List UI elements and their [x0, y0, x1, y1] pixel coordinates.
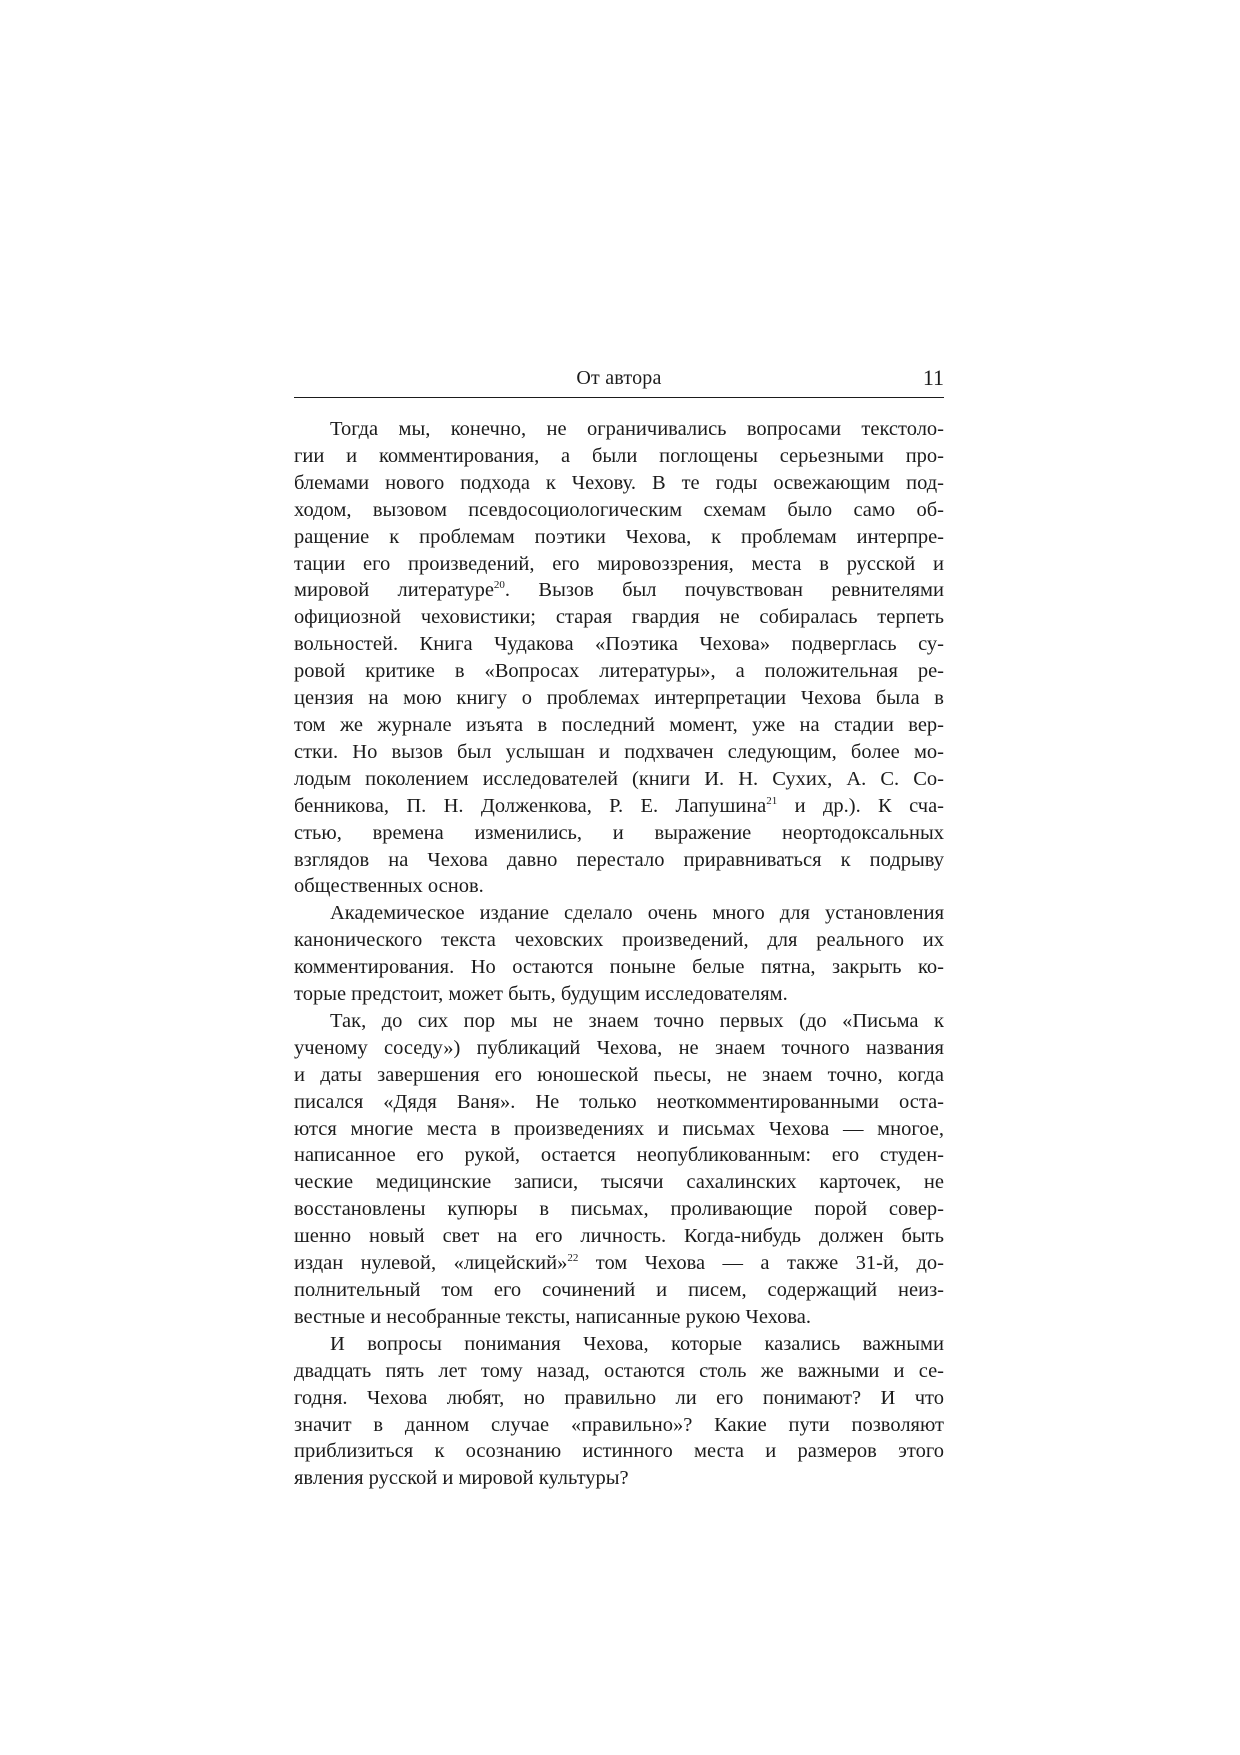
text-fragment: . Вызов был почувствован ревнителями [504, 579, 944, 602]
text-line: лодым поколением исследователей (книги И. Н. Сухих, А. С. Со- [294, 767, 944, 790]
footnote-ref-22: 22 [567, 1252, 579, 1265]
text-fragment: издан нулевой, «лицейский» [294, 1252, 568, 1275]
text-line: официозной чеховистики; старая гвардия не собиралась терпеть [294, 606, 944, 629]
text-line: тации его произведений, его мировоззрения, места в русской и [294, 552, 944, 575]
text-line: стки. Но вызов был услышан и подхвачен следующим, более мо- [294, 740, 944, 763]
text-line: Тогда мы, конечно, не ограничивались вопросами текстоло- [330, 418, 944, 440]
text-line: явления русской и мировой культуры? [294, 1467, 629, 1490]
text-line: ученому соседу») публикаций Чехова, не знаем точного названия [294, 1036, 944, 1059]
paragraph-4 [294, 1331, 944, 1492]
text-line: написанное его рукой, остается неопубликованным: его студен- [294, 1144, 944, 1167]
text-line: шенно новый свет на его личность. Когда-нибудь должен быть [294, 1225, 944, 1248]
text-line [294, 1250, 944, 1277]
text-line: взглядов на Чехова давно перестало приравниваться к подрыву [294, 848, 944, 871]
running-head: От автора [576, 367, 662, 389]
text-line: годня. Чехова любят, но правильно ли его понимают? И что [294, 1386, 944, 1409]
text-line: ются многие места в произведениях и письмах Чехова — многое, [294, 1117, 944, 1140]
text-line: стью, времена изменились, и выражение неортодоксальных [294, 821, 944, 844]
text-line [294, 577, 944, 604]
text-line: приблизиться к осознанию истинного места и размеров этого [294, 1440, 944, 1463]
paragraph-2 [294, 900, 944, 1008]
text-line: ровой критике в «Вопросах литературы», а положительная ре- [294, 660, 944, 683]
paragraph-1 [294, 416, 944, 900]
text-line: гии и комментирования, а были поглощены серьезными про- [294, 444, 944, 467]
text-line: торые предстоит, может быть, будущим исследователям. [294, 983, 788, 1006]
text-line: восстановлены купюры в письмах, проливающие порой совер- [294, 1198, 944, 1221]
text-line: Академическое издание сделало очень много для установления [330, 902, 944, 925]
text-fragment: том Чехова — а также 31-й, до- [578, 1252, 944, 1275]
text-line: ходом, вызовом псевдосоциологическим схемам было само об- [294, 498, 944, 521]
text-line: том же журнале изъята в последний момент, уже на стадии вер- [294, 713, 944, 736]
text-line: вольностей. Книга Чудакова «Поэтика Чехова» подверглась су- [294, 633, 944, 656]
text-line: Так, до сих пор мы не знаем точно первых (до «Письма к [330, 1009, 944, 1032]
text-fragment: и др.). К сча- [777, 794, 944, 817]
page-header [294, 365, 944, 398]
text-line: комментирования. Но остаются поныне белые пятна, закрыть ко- [294, 956, 944, 979]
text-line: общественных основ. [294, 875, 484, 898]
footnote-ref-21: 21 [766, 794, 778, 807]
text-line: полнительный том его сочинений и писем, содержащий неиз- [294, 1279, 944, 1301]
text-line: И вопросы понимания Чехова, которые казались важными [330, 1332, 944, 1355]
text-line: писался «Дядя Ваня». Не только неоткомментированными оста- [294, 1090, 944, 1113]
text-line: ческие медицинские записи, тысячи сахалинских карточек, не [294, 1171, 944, 1194]
text-line: ращение к проблемам поэтики Чехова, к проблемам интерпре- [294, 525, 944, 548]
text-fragment: мировой литературе [294, 579, 494, 602]
text-line: значит в данном случае «правильно»? Какие пути позволяют [294, 1413, 944, 1436]
text-fragment: бенникова, П. Н. Долженкова, Р. Е. Лапушина [294, 794, 767, 817]
text-line: вестные и несобранные тексты, написанные рукою Чехова. [294, 1305, 811, 1328]
text-line: блемами нового подхода к Чехову. В те годы освежающим под- [294, 471, 944, 494]
text-line: и даты завершения его юношеской пьесы, не знаем точно, когда [294, 1063, 944, 1086]
text-line [294, 793, 944, 820]
text-line: канонического текста чеховских произведений, для реального их [294, 929, 944, 952]
text-line: цензия на мою книгу о проблемах интерпретации Чехова была в [294, 687, 944, 710]
paragraph-3 [294, 1008, 944, 1331]
page-number: 11 [922, 365, 944, 390]
body-text [294, 416, 944, 1492]
footnote-ref-20: 20 [493, 579, 505, 592]
text-line: двадцать пять лет тому назад, остаются столь же важными и се- [294, 1359, 944, 1382]
